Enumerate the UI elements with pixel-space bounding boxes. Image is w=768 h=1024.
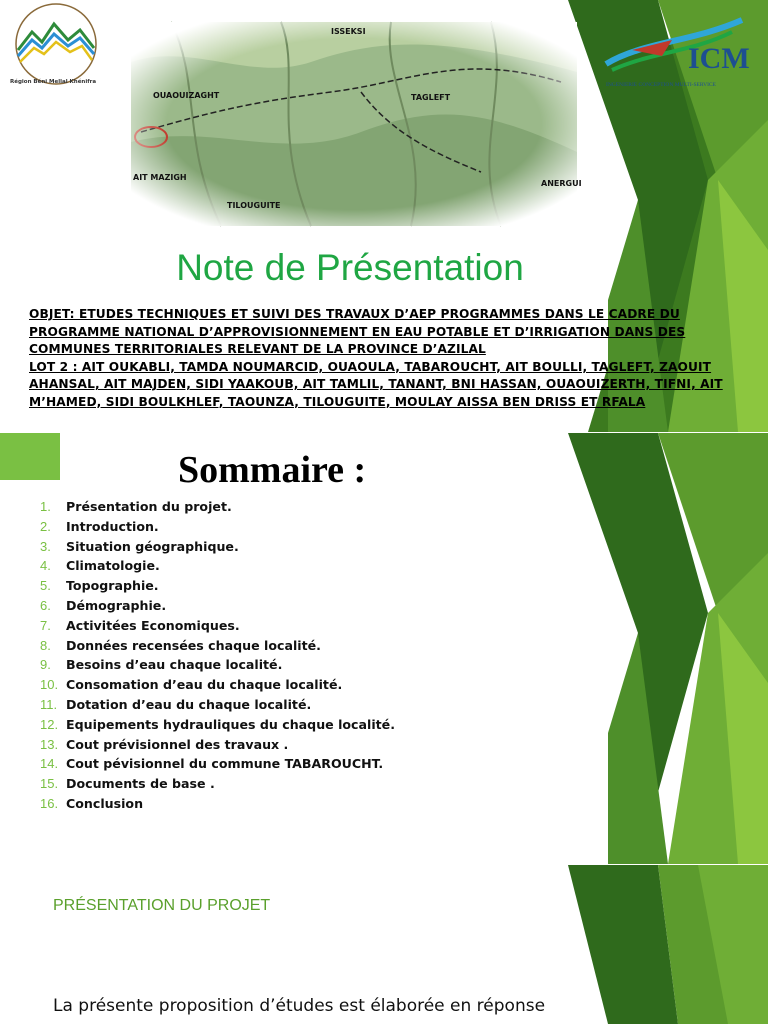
toc-item-number: 3. — [40, 538, 51, 554]
slide-title: Note de Présentation — [176, 247, 524, 288]
toc-item-label: Conclusion — [66, 795, 144, 811]
toc-item — [40, 794, 395, 814]
toc-item-number: 14. — [40, 756, 59, 772]
toc-item-number: 6. — [40, 597, 51, 613]
topographic-map — [131, 22, 582, 226]
map-label: ANERGUI — [541, 179, 582, 188]
sommaire-slide — [0, 433, 768, 864]
icm-logo — [602, 12, 752, 92]
toc-item-label: Démographie. — [66, 597, 167, 613]
sommaire-title: Sommaire : — [178, 449, 367, 491]
toc-item-number: 12. — [40, 716, 59, 732]
table-of-contents — [40, 497, 395, 814]
toc-item-number: 7. — [40, 617, 51, 633]
toc-item-number: 11. — [40, 696, 58, 712]
body-text: La présente proposition d’études est élaborée en réponse — [53, 996, 546, 1016]
toc-item — [40, 675, 395, 695]
toc-item — [40, 754, 395, 774]
toc-item-label: Equipements hydrauliques du chaque localité. — [66, 716, 395, 732]
toc-item-number: 1. — [40, 499, 51, 514]
green-decoration — [568, 865, 768, 1024]
toc-item-number: 13. — [40, 736, 59, 752]
map-label: TAGLEFT — [411, 93, 451, 102]
toc-item-number: 15. — [40, 776, 59, 792]
map-label: TILOUGUITE — [227, 201, 281, 210]
map-label: OUAOUIZAGHT — [153, 91, 220, 100]
toc-item — [40, 576, 395, 596]
toc-item-label: Dotation d’eau du chaque localité. — [66, 696, 312, 712]
map-label: ISSEKSI — [331, 27, 366, 36]
toc-item-label: Cout pévisionnel du commune TABAROUCHT. — [66, 756, 384, 772]
toc-item — [40, 715, 395, 735]
toc-item-number: 10. — [40, 677, 59, 693]
toc-item-label: Climatologie. — [66, 558, 160, 574]
map-label: AIT MAZIGH — [133, 173, 187, 182]
toc-item-label: Cout prévisionnel des travaux . — [66, 736, 289, 752]
toc-item — [40, 735, 395, 755]
icm-logo-subtitle: INGENIERIE CONCEPTION MULTI-SERVICE — [606, 82, 716, 88]
green-tab — [0, 433, 60, 480]
green-decoration — [568, 433, 768, 864]
toc-item — [40, 655, 395, 675]
toc-item — [40, 596, 395, 616]
toc-item — [40, 695, 395, 715]
toc-item — [40, 774, 395, 794]
title-slide — [0, 0, 768, 432]
toc-item — [40, 556, 395, 576]
toc-item-number: 4. — [40, 558, 51, 574]
section-title: PRÉSENTATION DU PROJET — [53, 897, 271, 914]
objet-block — [29, 306, 741, 411]
toc-item-label: Introduction. — [66, 518, 159, 534]
toc-item-label: Documents de base . — [66, 776, 215, 792]
presentation-slide — [0, 865, 768, 1024]
toc-item — [40, 517, 395, 537]
toc-item-label: Besoins d’eau chaque localité. — [66, 657, 283, 673]
toc-item — [40, 636, 395, 656]
toc-item — [40, 497, 395, 517]
toc-item-label: Activitées Economiques. — [66, 617, 240, 633]
toc-item-number: 16. — [40, 795, 59, 811]
toc-item-label: Situation géographique. — [66, 538, 239, 554]
toc-item-number: 8. — [40, 637, 51, 653]
toc-item — [40, 616, 395, 636]
toc-item-label: Données recensées chaque localité. — [66, 637, 321, 653]
region-logo-text: Région Béni Mellal Khénifra — [10, 79, 97, 85]
toc-item-label: Présentation du projet. — [66, 499, 232, 514]
toc-item-label: Topographie. — [66, 578, 159, 594]
toc-item-number: 5. — [40, 578, 51, 594]
toc-item — [40, 537, 395, 557]
objet-text: OBJET: ETUDES TECHNIQUES ET SUIVI DES TRAVAUX D’AEP PROGRAMMES DANS LE CADRE DU PROGRAMME NATIONAL D’APPROVISIONNEMENT EN EAU POTABLE ET D’IRRIGATION DANS DES COMMUNES TERRITORIALES RELEVANT DE LA PROVINCE D’AZILAL — [29, 307, 686, 356]
toc-item-label: Consomation d’eau du chaque localité. — [66, 677, 343, 693]
toc-item-number: 2. — [40, 518, 51, 534]
toc-item-number: 9. — [40, 657, 51, 673]
lot-text: LOT 2 : AIT OUKABLI, TAMDA NOUMARCID, OUAOULA, TABAROUCHT, AIT BOULLI, TAGLEFT, ZAOUIT AHANSAL, AIT MAJDEN, SIDI YAAKOUB, AIT TAMLIL, TANANT, BNI HASSAN, OUAOUIZERTH, TIFNI, AIT M’HAMED, SIDI BOULKHLEF, TAOUNZA, TILOUGUITE, MOULAY AISSA BEN DRISS ET RFALA — [29, 359, 723, 409]
icm-logo-name: ICM — [688, 42, 750, 75]
